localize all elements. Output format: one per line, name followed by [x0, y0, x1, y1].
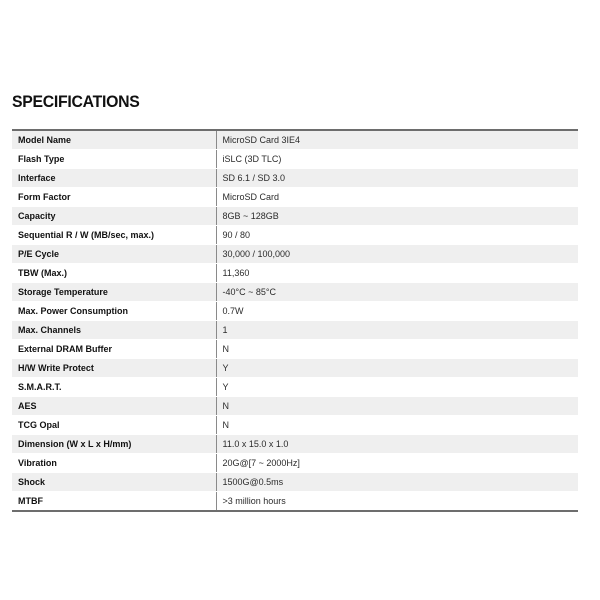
- spec-row-tbw: [12, 264, 578, 283]
- spec-value: Y: [216, 359, 578, 378]
- spec-row-dram-buffer: [12, 340, 578, 359]
- spec-row-capacity: [12, 207, 578, 226]
- spec-value: MicroSD Card: [216, 188, 578, 207]
- spec-row-smart: [12, 378, 578, 397]
- spec-value: 30,000 / 100,000: [216, 245, 578, 264]
- spec-label: Dimension (W x L x H/mm): [12, 435, 216, 454]
- page-title: SPECIFICATIONS: [12, 92, 140, 111]
- spec-label: Sequential R / W (MB/sec, max.): [12, 226, 216, 245]
- spec-row-sequential-rw: [12, 226, 578, 245]
- specifications-table: [12, 129, 578, 512]
- spec-value: >3 million hours: [216, 492, 578, 512]
- spec-value: MicroSD Card 3IE4: [216, 130, 578, 150]
- spec-row-aes: [12, 397, 578, 416]
- spec-label: TCG Opal: [12, 416, 216, 435]
- spec-value: 1500G@0.5ms: [216, 473, 578, 492]
- spec-label: MTBF: [12, 492, 216, 512]
- spec-label: S.M.A.R.T.: [12, 378, 216, 397]
- spec-row-max-channels: [12, 321, 578, 340]
- spec-row-dimension: [12, 435, 578, 454]
- spec-label: Max. Power Consumption: [12, 302, 216, 321]
- spec-row-mtbf: [12, 492, 578, 512]
- spec-row-vibration: [12, 454, 578, 473]
- spec-label: Shock: [12, 473, 216, 492]
- spec-value: Y: [216, 378, 578, 397]
- spec-label: Storage Temperature: [12, 283, 216, 302]
- spec-row-max-power: [12, 302, 578, 321]
- spec-label: Vibration: [12, 454, 216, 473]
- spec-label: AES: [12, 397, 216, 416]
- spec-row-flash-type: [12, 150, 578, 169]
- spec-value: iSLC (3D TLC): [216, 150, 578, 169]
- spec-row-interface: [12, 169, 578, 188]
- spec-row-shock: [12, 473, 578, 492]
- spec-value: 11.0 x 15.0 x 1.0: [216, 435, 578, 454]
- spec-row-write-protect: [12, 359, 578, 378]
- spec-row-model-name: [12, 130, 578, 150]
- spec-value: N: [216, 397, 578, 416]
- spec-row-storage-temperature: [12, 283, 578, 302]
- spec-value: N: [216, 340, 578, 359]
- spec-label: Capacity: [12, 207, 216, 226]
- spec-value: 1: [216, 321, 578, 340]
- spec-value: -40°C ~ 85°C: [216, 283, 578, 302]
- spec-label: P/E Cycle: [12, 245, 216, 264]
- spec-label: Flash Type: [12, 150, 216, 169]
- spec-row-tcg-opal: [12, 416, 578, 435]
- spec-value: 8GB ~ 128GB: [216, 207, 578, 226]
- spec-label: Max. Channels: [12, 321, 216, 340]
- spec-label: Form Factor: [12, 188, 216, 207]
- spec-label: Interface: [12, 169, 216, 188]
- spec-value: N: [216, 416, 578, 435]
- spec-label: External DRAM Buffer: [12, 340, 216, 359]
- spec-row-pe-cycle: [12, 245, 578, 264]
- spec-value: SD 6.1 / SD 3.0: [216, 169, 578, 188]
- spec-value: 0.7W: [216, 302, 578, 321]
- spec-label: TBW (Max.): [12, 264, 216, 283]
- spec-value: 90 / 80: [216, 226, 578, 245]
- spec-label: Model Name: [12, 130, 216, 150]
- spec-row-form-factor: [12, 188, 578, 207]
- spec-label: H/W Write Protect: [12, 359, 216, 378]
- spec-value: 20G@[7 ~ 2000Hz]: [216, 454, 578, 473]
- spec-value: 11,360: [216, 264, 578, 283]
